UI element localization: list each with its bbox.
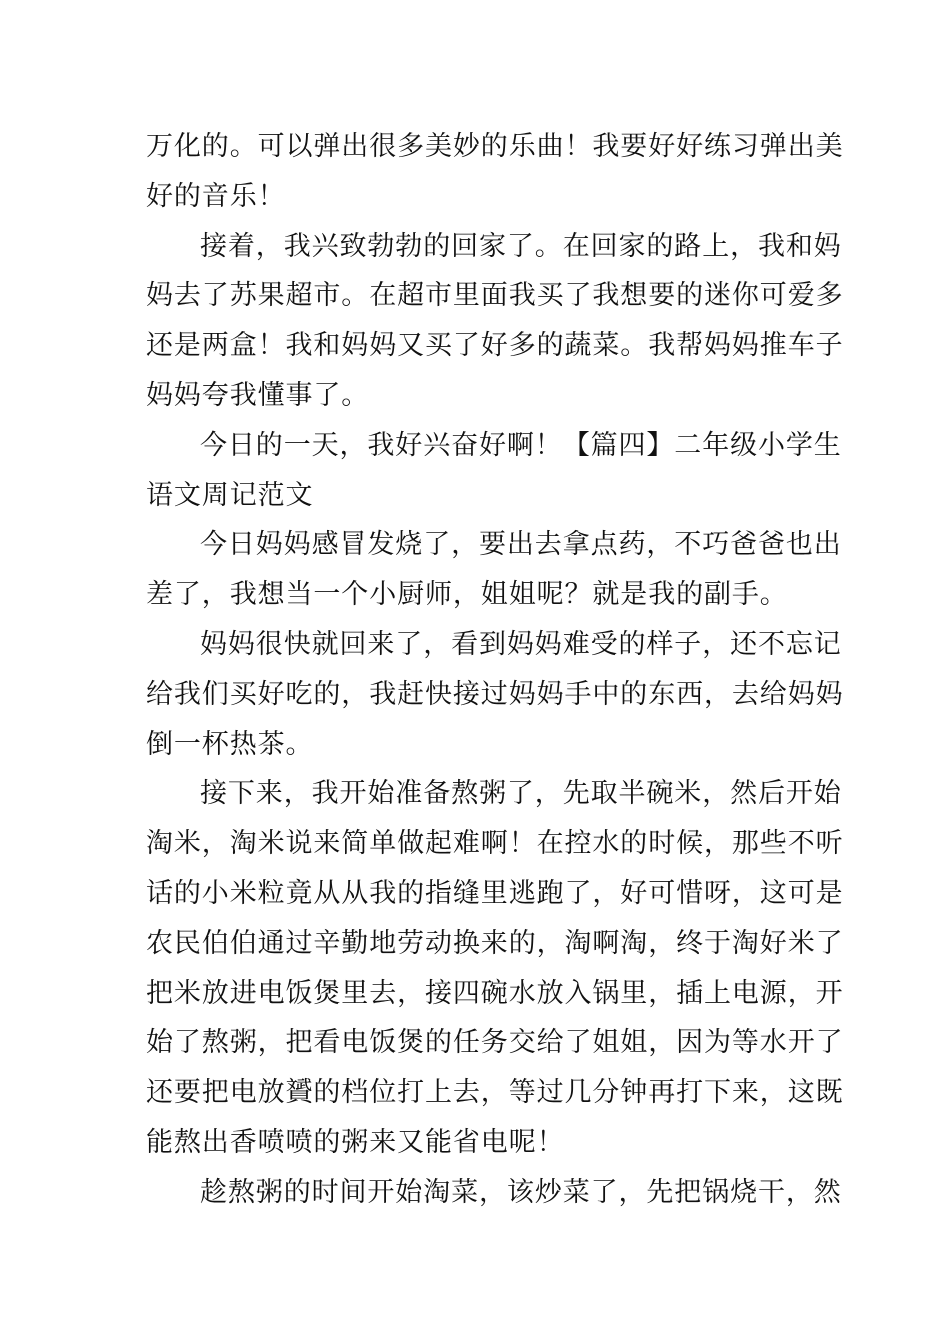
paragraph-start-line: 接下来，我开始准备熬粥了，先取半碗米，然后开始: [200, 778, 842, 810]
text-line: 好的音乐！: [146, 180, 286, 212]
paragraph-start-line: 趁熬粥的时间开始淘菜，该炒菜了，先把锅烧干，然: [200, 1176, 842, 1208]
paragraph-start-line: 接着，我兴致勃勃的回家了。在回家的路上，我和妈: [200, 230, 842, 262]
paragraph-start-line: 今日妈妈感冒发烧了，要出去拿点药，不巧爸爸也出: [200, 529, 842, 561]
text-line: 淘米，淘米说来简单做起难啊！在控水的时候，那些不听: [146, 828, 844, 860]
document-body: [146, 122, 844, 1218]
text-line: 还要把电放贇的档位打上去，等过几分钟再打下来，这既: [146, 1077, 844, 1109]
text-line: 能熬出香喷喷的粥来又能省电呢！: [146, 1126, 565, 1158]
paragraph-start-line: 妈妈很快就回来了，看到妈妈难受的样子，还不忘记: [200, 628, 842, 660]
text-line: 话的小米粒竟从从我的指缝里逃跑了，好可惜呀，这可是: [146, 877, 844, 909]
text-line: 把米放进电饭煲里去，接四碗水放入锅里，插上电源，开: [146, 977, 844, 1009]
text-line: 差了，我想当一个小厨师，姐姐呢？就是我的副手。: [146, 579, 788, 611]
text-line: 倒一杯热茶。: [146, 728, 314, 760]
text-line: 还是两盒！我和妈妈又买了好多的蔬菜。我帮妈妈推车子: [146, 330, 844, 362]
text-line: 始了熬粥，把看电饭煲的任务交给了姐姐，因为等水开了: [146, 1027, 844, 1059]
text-line: 万化的。可以弹出很多美妙的乐曲！我要好好练习弹出美: [146, 131, 844, 162]
text-line: 妈妈夸我懂事了。: [146, 379, 370, 411]
text-line: 语文周记范文: [146, 479, 314, 511]
text-line: 农民伯伯通过辛勤地劳动换来的，淘啊淘，终于淘好米了: [146, 927, 844, 959]
text-line: 妈去了苏果超市。在超市里面我买了我想要的迷你可爱多: [146, 280, 844, 312]
paragraph-start-line: 今日的一天，我好兴奋好啊！【篇四】二年级小学生: [200, 429, 842, 461]
text-line: 给我们买好吃的，我赶快接过妈妈手中的东西，去给妈妈: [146, 678, 844, 710]
